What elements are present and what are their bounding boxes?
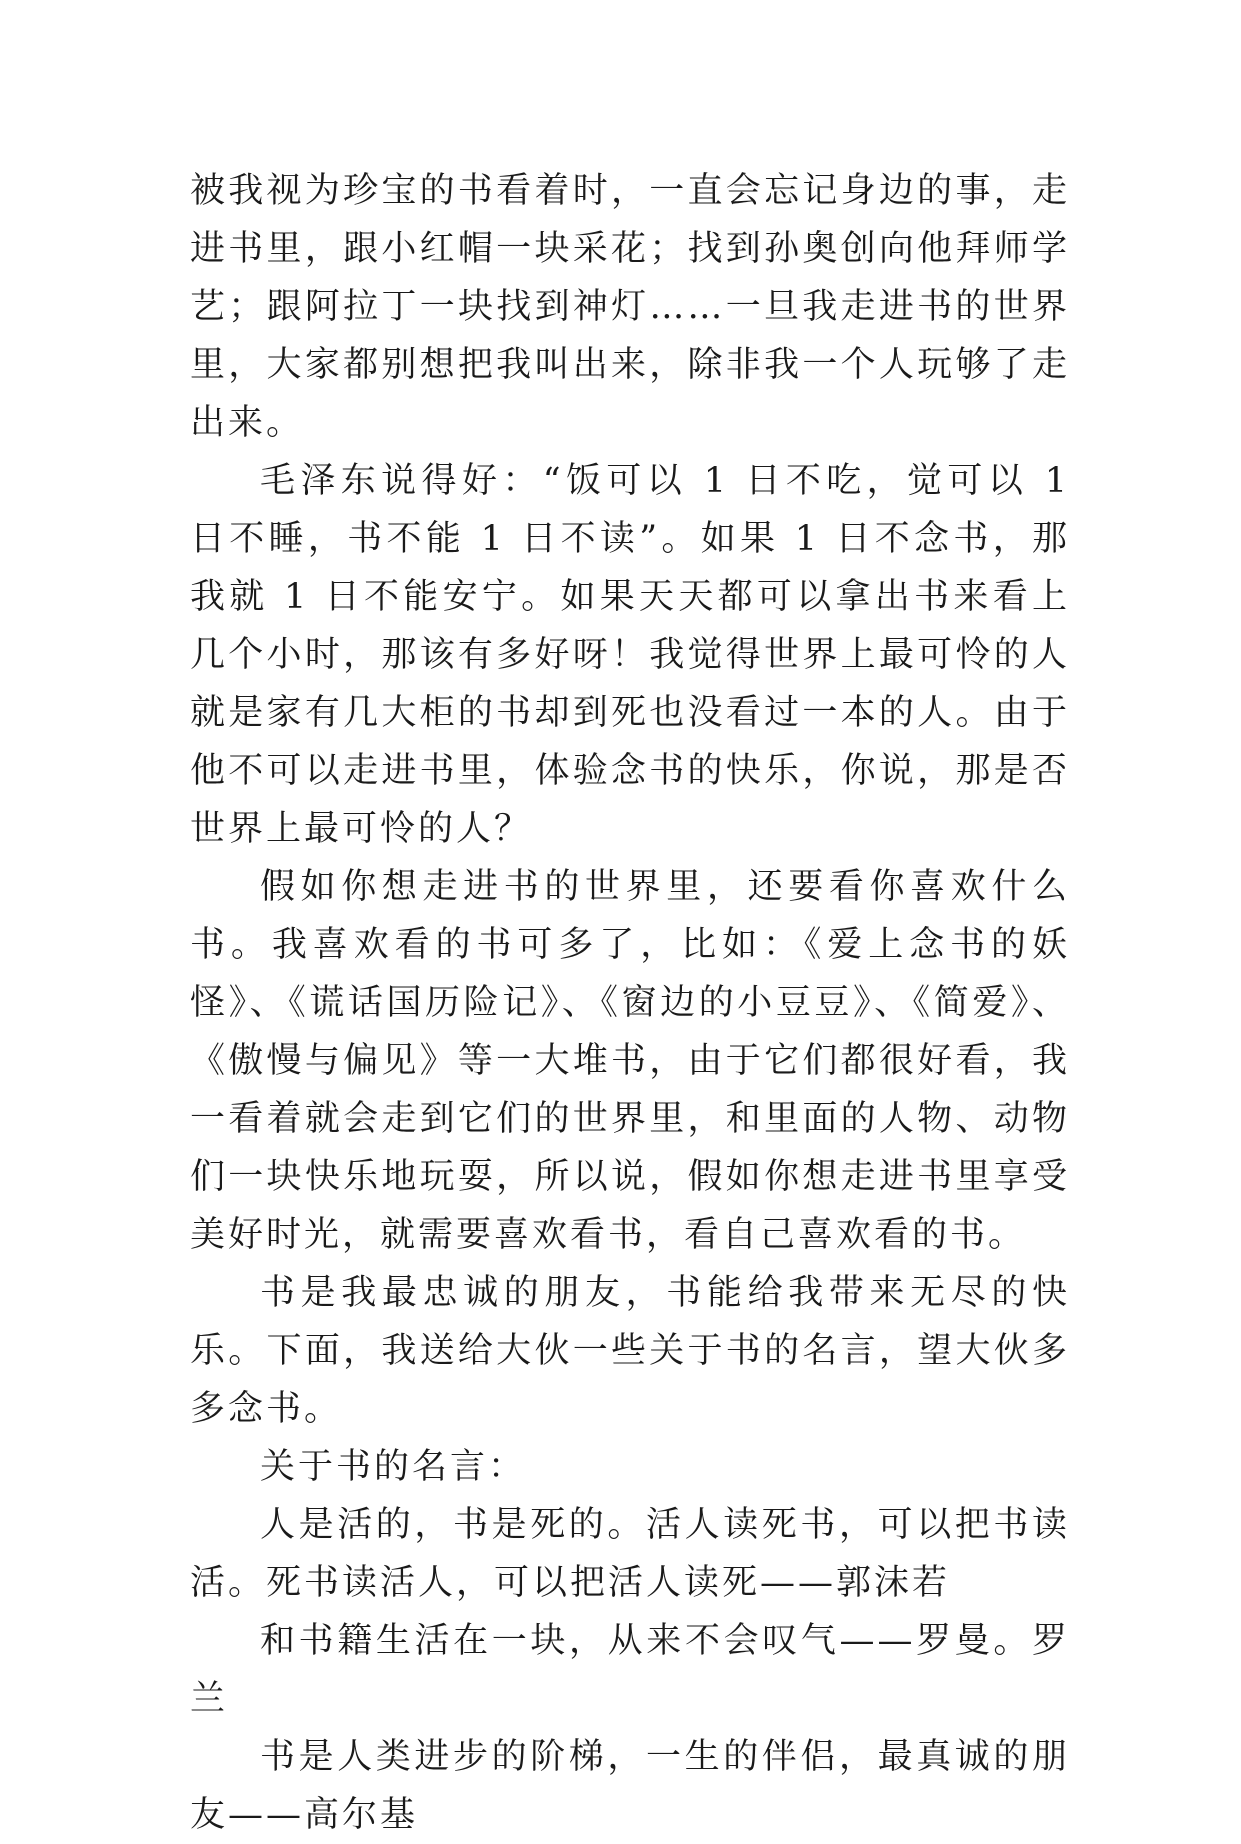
document-body [190, 162, 1070, 1844]
paragraph-loyal-friend: 书是我最忠诚的朋友，书能给我带来无尽的快乐。下面，我送给大伙一些关于书的名言，望大伙多多念书。 [190, 1273, 1070, 1429]
quote-gorky: 书是人类进步的阶梯，一生的伴侣，最真诚的朋友——高尔基 [190, 1737, 1070, 1835]
quote-romain-rolland: 和书籍生活在一块，从来不会叹气——罗曼。罗兰 [190, 1621, 1070, 1719]
paragraph-mao-quote: 毛泽东说得好：“饭可以 1 日不吃，觉可以 1 日不睡，书不能 1 日不读”。如果 1 日不念书，那我就 1 日不能安宁。如果天天都可以拿出书来看上几个小时，那该有多好呀！我觉得世界上最可怜的人就是家有几大柜的书却到死也没看过一本的人。由于他不可以走进书里，体验念书的快乐，你说，那是否世界上最可怜的人？ [190, 461, 1070, 849]
paragraph-continuation: 被我视为珍宝的书看着时，一直会忘记身边的事，走进书里，跟小红帽一块采花；找到孙奥创向他拜师学艺；跟阿拉丁一块找到神灯……一旦我走进书的世界里，大家都别想把我叫出来，除非我一个人玩够了走出来。 [190, 171, 1070, 443]
paragraph-favorite-books: 假如你想走进书的世界里，还要看你喜欢什么书。我喜欢看的书可多了，比如：《爱上念书的妖怪》、《谎话国历险记》、《窗边的小豆豆》、《简爱》、《傲慢与偏见》等一大堆书，由于它们都很好看，我一看着就会走到它们的世界里，和里面的人物、动物们一块快乐地玩耍，所以说，假如你想走进书里享受美好时光，就需要喜欢看书，看自己喜欢看的书。 [190, 867, 1070, 1255]
quotes-heading: 关于书的名言： [260, 1447, 527, 1487]
quote-guo-moruo: 人是活的，书是死的。活人读死书，可以把书读活。死书读活人，可以把活人读死——郭沫若 [190, 1505, 1070, 1603]
